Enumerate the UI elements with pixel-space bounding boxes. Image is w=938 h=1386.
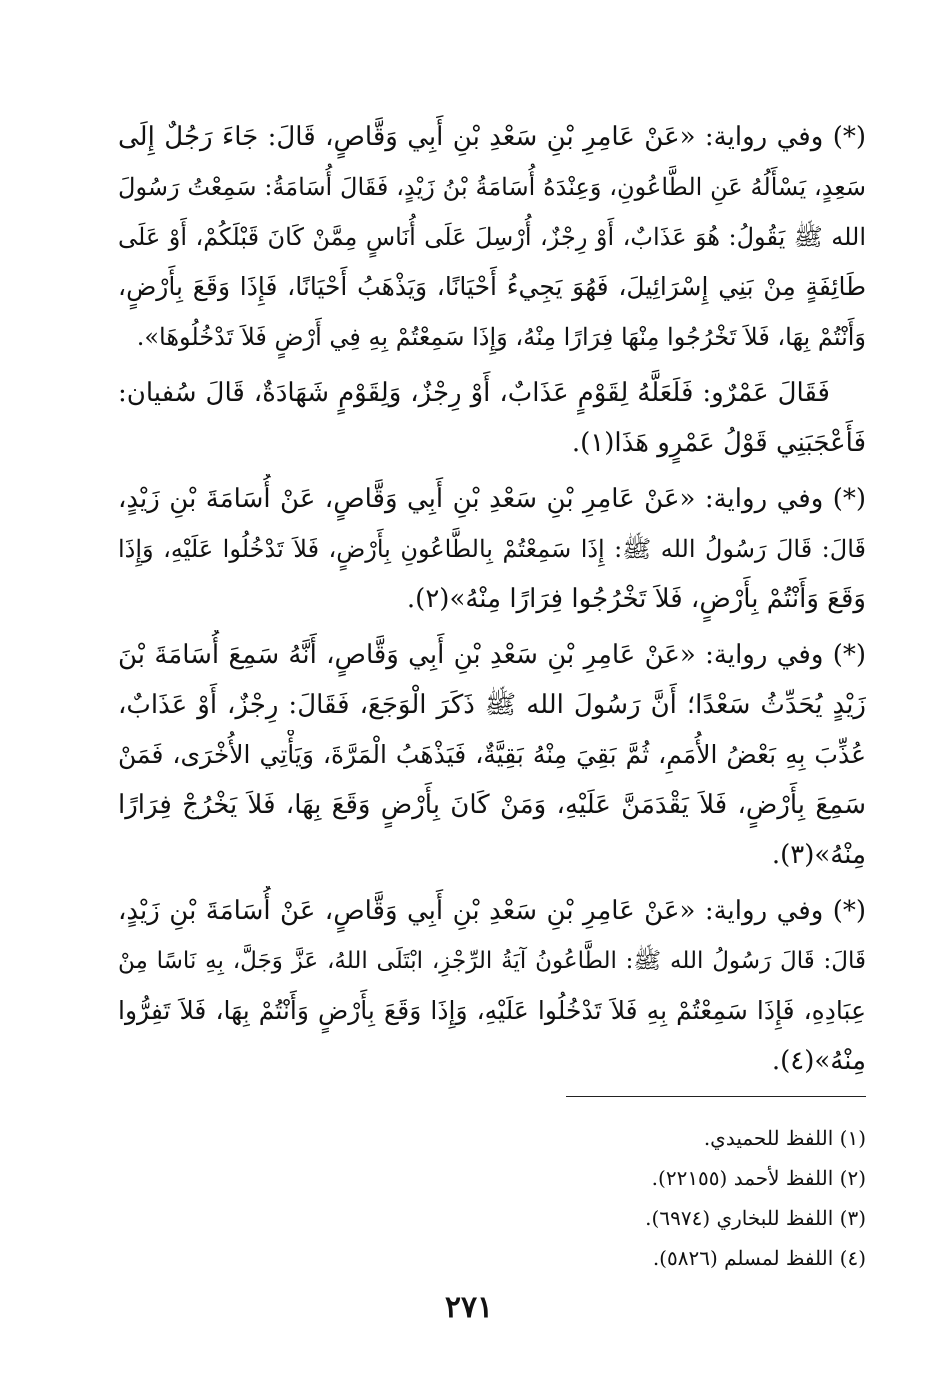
commentary-paragraph <box>118 368 866 468</box>
footnote-2: (٢) اللفظ لأحمد (٢٢١٥٥). <box>651 1166 866 1190</box>
text-line: الله ﷺ يَقُولُ: هُوَ عَذَابٌ، أَوْ رِجْزٌ، أُرْسِلَ عَلَى أُنَاسٍ مِمَّنْ كَانَ قَبْلَكُمْ، أَوْ عَلَى <box>118 223 866 251</box>
text-line: (*) وفي رواية: «عَنْ عَامِرِ بْنِ سَعْدِ بْنِ أَبِي وَقَّاصٍ، أَنَّهُ سَمِعَ أُسَامَةَ بْنَ <box>118 640 866 670</box>
hadith-paragraph-2 <box>118 474 866 624</box>
text-line: فَقَالَ عَمْرٌو: فَلَعَلَّهُ لِقَوْمٍ عَذَابٌ، أَوْ رِجْزٌ، وَلِقَوْمٍ شَهَادَةٌ، قَالَ سُفيان: <box>118 378 830 408</box>
text-line: طَائِفَةٍ مِنْ بَنِي إِسْرَائِيلَ، فَهُوَ يَجِيءُ أَحْيَانًا، وَيَذْهَبُ أَحْيَانًا، فَإِذَا وَقَعَ بِأَرْضٍ، <box>118 272 866 301</box>
text-line: فَأَعْجَبَنِي قَوْلُ عَمْرٍو هَذَا(١). <box>571 428 866 458</box>
text-line: سَمِعَ بِأَرْضٍ، فَلاَ يَقْدَمَنَّ عَلَيْهِ، وَمَنْ كَانَ بِأَرْضٍ وَقَعَ بِهَا، فَلاَ يَخْرُجْ فِرَارًا <box>118 790 866 820</box>
text-line: (*) وفي رواية: «عَنْ عَامِرِ بْنِ سَعْدِ بْنِ أَبِي وَقَّاصٍ، عَنْ أُسَامَةَ بْنِ زَيْدٍ، <box>118 896 866 926</box>
text-line: زَيْدٍ يُحَدِّثُ سَعْدًا؛ أَنَّ رَسُولَ الله ﷺ ذَكَرَ الْوَجَعَ، فَقَالَ: رِجْزٌ، أَوْ عَذَابٌ، <box>118 690 866 720</box>
text-line: قَالَ: قَالَ رَسُولُ الله ﷺ: الطَّاعُونُ آيَةُ الرِّجْزِ، ابْتَلَى اللهُ، عَزَّ وَجَلَّ، بِهِ نَاسًا مِنْ <box>118 948 866 974</box>
page-number: ٢٧١ <box>444 1290 494 1325</box>
text-line: (*) وفي رواية: «عَنْ عَامِرِ بْنِ سَعْدِ بْنِ أَبِي وَقَّاصٍ، عَنْ أُسَامَةَ بْنِ زَيْدٍ، <box>118 484 866 514</box>
text-line: مِنْهُ»(٣). <box>771 840 866 870</box>
hadith-paragraph-4 <box>118 886 866 1086</box>
main-text <box>118 112 866 1086</box>
footnotes <box>300 1118 866 1278</box>
hadith-paragraph-3 <box>118 630 866 880</box>
text-line: عِبَادِهِ، فَإِذَا سَمِعْتُمْ بِهِ فَلاَ تَدْخُلُوا عَلَيْهِ، وَإِذَا وَقَعَ بِأَرْضٍ وَأَنْتُمْ بِهَا، فَلاَ تَفِرُّوا <box>118 996 866 1025</box>
footnote-1: (١) اللفظ للحميدي. <box>703 1126 866 1150</box>
text-line: عُذِّبَ بِهِ بَعْضُ الأُمَمِ، ثُمَّ بَقِيَ مِنْهُ بَقِيَّةٌ، فَيَذْهَبُ الْمَرَّةَ، وَيَأْتِي الأُخْرَى، فَمَنْ <box>118 740 866 769</box>
footnote-3: (٣) اللفظ للبخاري (٦٩٧٤). <box>645 1206 866 1230</box>
footnote-4: (٤) اللفظ لمسلم (٥٨٢٦). <box>652 1246 866 1270</box>
text-line: سَعِدٍ، يَسْأَلُهُ عَنِ الطَّاعُونِ، وَعِنْدَهُ أُسَامَةُ بْنُ زَيْدٍ، فَقَالَ أُسَامَةُ: سَمِعْتُ رَسُولَ <box>118 173 866 201</box>
text-line: وَقَعَ وَأَنْتُمْ بِأَرْضٍ، فَلاَ تَخْرُجُوا فِرَارًا مِنْهُ»(٢). <box>406 584 866 614</box>
text-line: (*) وفي رواية: «عَنْ عَامِرِ بْنِ سَعْدِ بْنِ أَبِي وَقَّاصٍ، قَالَ: جَاءَ رَجُلٌ إِلَى <box>118 122 866 152</box>
footnote-divider <box>566 1096 866 1097</box>
text-line: مِنْهُ»(٤). <box>771 1046 866 1076</box>
hadith-paragraph-1 <box>118 112 866 362</box>
text-line: قَالَ: قَالَ رَسُولُ الله ﷺ: إِذَا سَمِعْتُمْ بِالطَّاعُونِ بِأَرْضٍ، فَلاَ تَدْخُلُوا عَلَيْهِ، وَإِذَا <box>118 535 866 563</box>
text-line: وَأَنْتُمْ بِهَا، فَلاَ تَخْرُجُوا مِنْهَا فِرَارًا مِنْهُ، وَإِذَا سَمِعْتُمْ بِهِ فِي أَرْضٍ فَلاَ تَدْخُلُوهَا». <box>136 323 866 351</box>
